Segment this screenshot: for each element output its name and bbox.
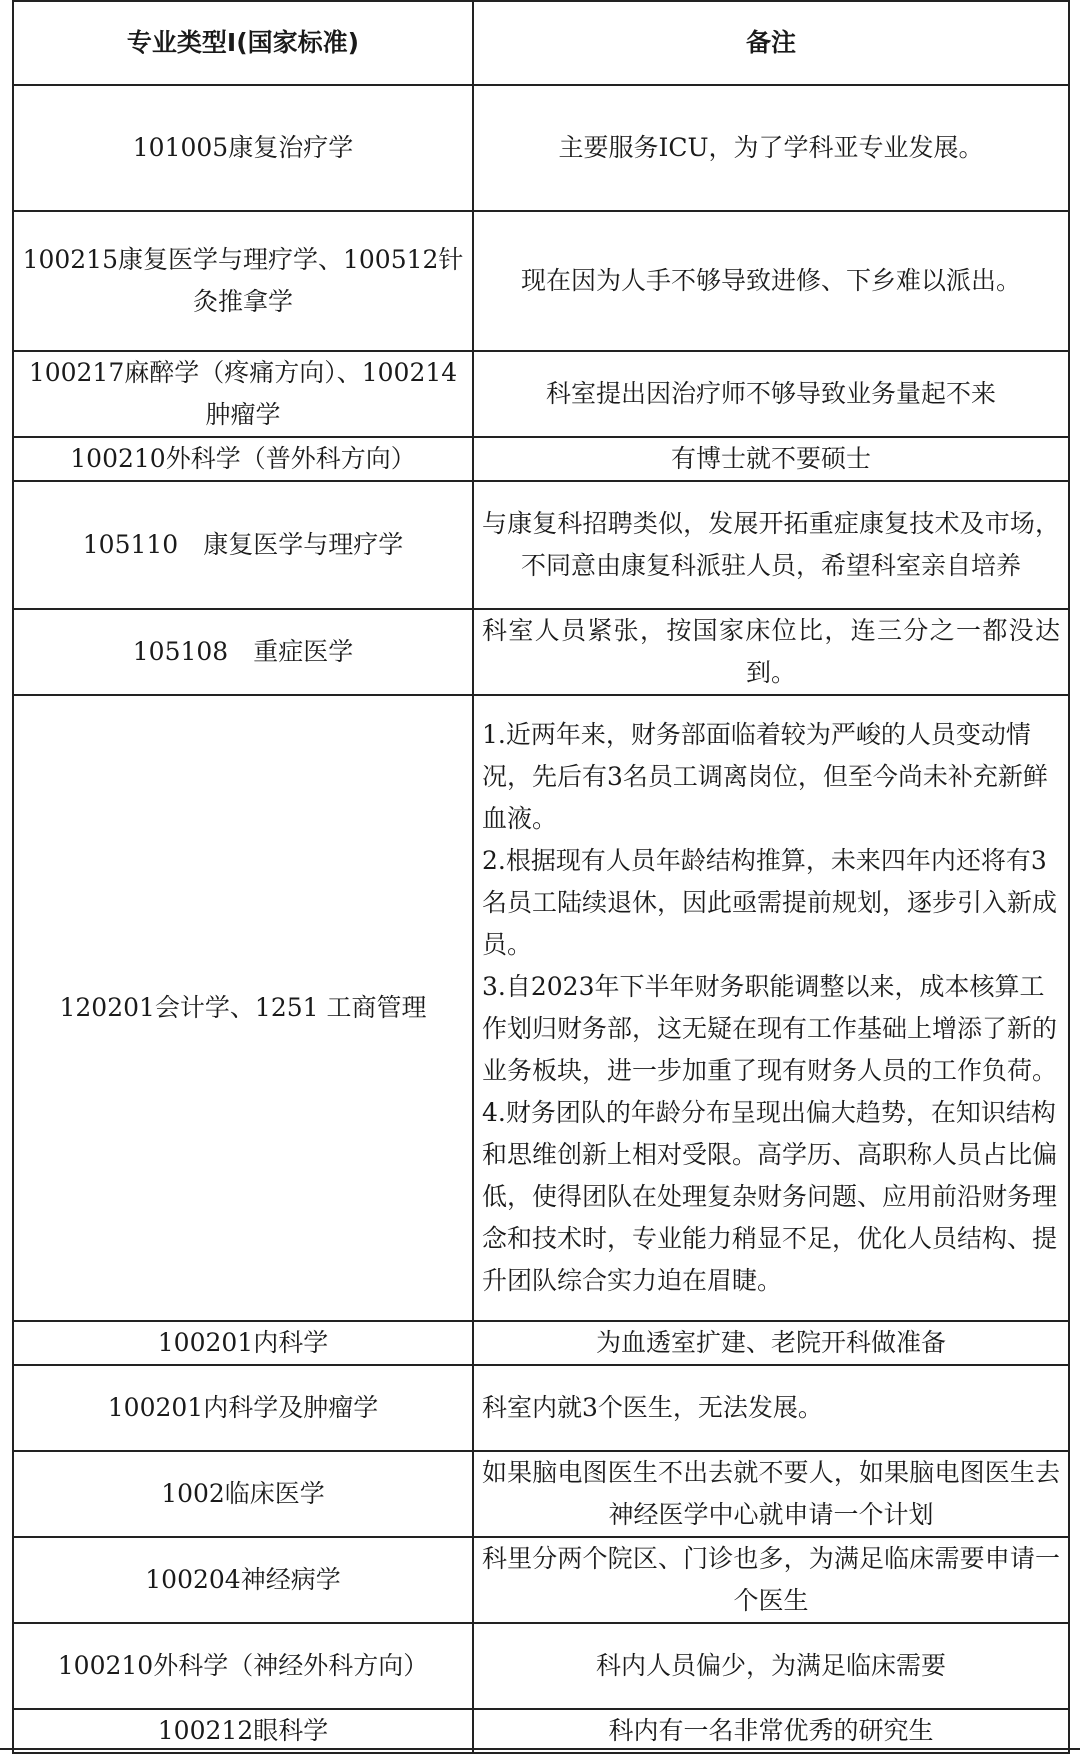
note-cell: 为血透室扩建、老院开科做准备	[473, 1321, 1069, 1365]
table-row	[13, 1623, 1069, 1709]
note-paragraph: 3.自2023年下半年财务职能调整以来，成本核算工作划归财务部，这无疑在现有工作基础上增添了新的业务板块，进一步加重了现有财务人员的工作负荷。	[482, 972, 1058, 1085]
table-row	[13, 1709, 1069, 1753]
major-cell: 101005康复治疗学	[13, 85, 473, 211]
table-row	[13, 351, 1069, 437]
major-cell: 120201会计学、1251 工商管理	[13, 695, 473, 1321]
header-row	[13, 1, 1069, 85]
major-cell: 100212眼科学	[13, 1709, 473, 1753]
major-cell: 100210外科学（普外科方向）	[13, 437, 473, 481]
header-major: 专业类型I(国家标准)	[13, 1, 473, 85]
table-row	[13, 695, 1069, 1321]
table-row	[13, 211, 1069, 351]
table-bottom-rule	[0, 1748, 1080, 1750]
note-cell: 如果脑电图医生不出去就不要人，如果脑电图医生去神经医学中心就申请一个计划	[473, 1451, 1069, 1537]
major-cell: 100201内科学及肿瘤学	[13, 1365, 473, 1451]
major-cell: 105110 康复医学与理疗学	[13, 481, 473, 609]
note-cell: 科内人员偏少，为满足临床需要	[473, 1623, 1069, 1709]
table-row	[13, 1365, 1069, 1451]
major-cell: 100210外科学（神经外科方向）	[13, 1623, 473, 1709]
note-cell: 科室人员紧张，按国家床位比，连三分之一都没达到。	[473, 609, 1069, 695]
requirements-table	[12, 0, 1070, 1754]
major-cell: 105108 重症医学	[13, 609, 473, 695]
note-cell: 科内有一名非常优秀的研究生	[473, 1709, 1069, 1753]
note-cell: 主要服务ICU，为了学科亚专业发展。	[473, 85, 1069, 211]
note-cell: 与康复科招聘类似，发展开拓重症康复技术及市场，不同意由康复科派驻人员，希望科室亲自培养	[473, 481, 1069, 609]
note-cell: 科室内就3个医生，无法发展。	[473, 1365, 1069, 1451]
major-cell: 1002临床医学	[13, 1451, 473, 1537]
note-cell: 现在因为人手不够导致进修、下乡难以派出。	[473, 211, 1069, 351]
table-row	[13, 1321, 1069, 1365]
table-row	[13, 85, 1069, 211]
note-paragraph: 4.财务团队的年龄分布呈现出偏大趋势，在知识结构和思维创新上相对受限。高学历、高职称人员占比偏低，使得团队在处理复杂财务问题、应用前沿财务理念和技术时，专业能力稍显不足，优化人员结构、提升团队综合实力迫在眉睫。	[482, 1098, 1058, 1295]
major-cell: 100201内科学	[13, 1321, 473, 1365]
note-cell: 科室提出因治疗师不够导致业务量起不来	[473, 351, 1069, 437]
table-row	[13, 481, 1069, 609]
note-cell: 科里分两个院区、门诊也多，为满足临床需要申请一个医生	[473, 1537, 1069, 1623]
note-cell-multi	[473, 695, 1069, 1321]
table-row	[13, 1451, 1069, 1537]
major-cell: 100215康复医学与理疗学、100512针灸推拿学	[13, 211, 473, 351]
note-paragraph: 2.根据现有人员年龄结构推算，未来四年内还将有3名员工陆续退休，因此亟需提前规划，逐步引入新成员。	[482, 846, 1058, 959]
note-paragraph: 1.近两年来，财务部面临着较为严峻的人员变动情况，先后有3名员工调离岗位，但至今尚未补充新鲜血液。	[482, 720, 1048, 833]
major-cell: 100204神经病学	[13, 1537, 473, 1623]
table-row	[13, 437, 1069, 481]
major-cell: 100217麻醉学（疼痛方向）、100214肿瘤学	[13, 351, 473, 437]
note-cell: 有博士就不要硕士	[473, 437, 1069, 481]
table-row	[13, 609, 1069, 695]
header-note: 备注	[473, 1, 1069, 85]
table-row	[13, 1537, 1069, 1623]
